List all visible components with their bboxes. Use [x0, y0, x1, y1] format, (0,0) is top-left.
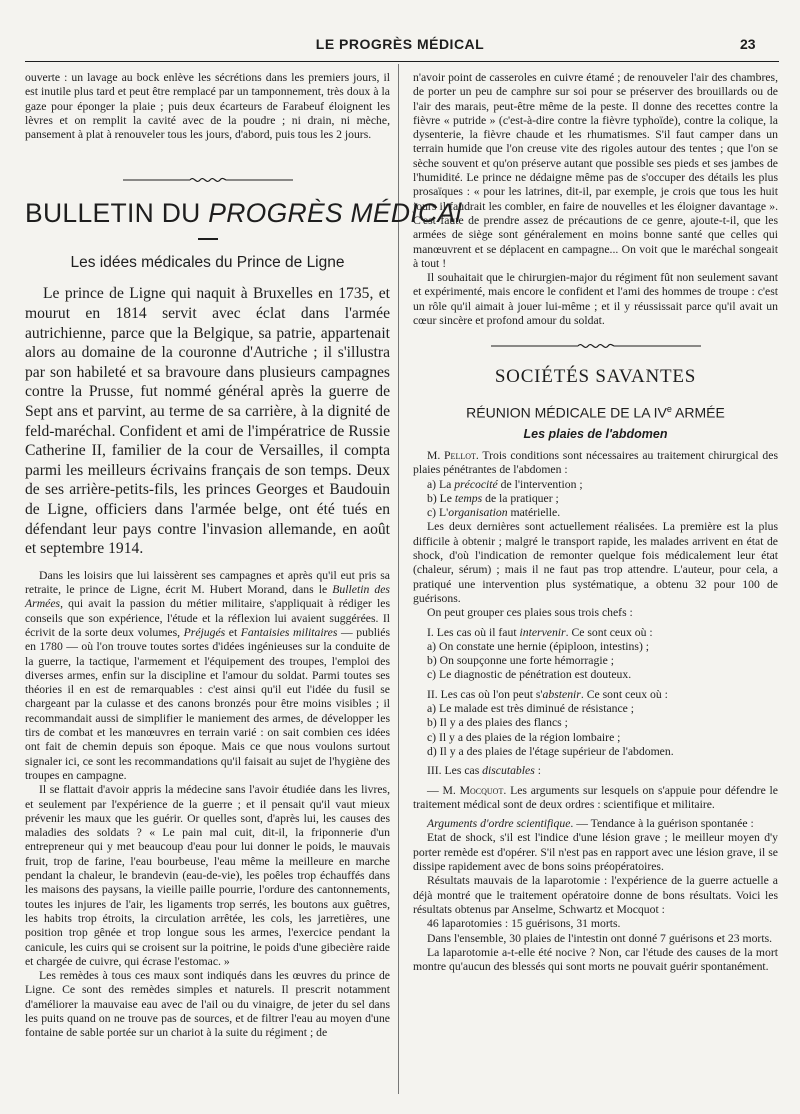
section-heading: SOCIÉTÉS SAVANTES: [494, 366, 697, 388]
bulletin-heading: [25, 198, 462, 229]
header-rule: [25, 61, 779, 62]
running-title: LE PROGRÈS MÉDICAL: [315, 36, 485, 52]
body-paragraph: M. Pellot. Trois conditions sont nécessaires au traitement chirurgical des plaies pénétrantes de l'abdomen :: [413, 449, 778, 477]
short-rule: [198, 238, 218, 240]
list-item: c) Il y a des plaies de la région lombaire ;: [427, 730, 621, 744]
body-paragraph: Etat de shock, s'il est l'indice d'une lésion grave ; le meilleur moyen d'y porter remède est d'opérer. S'il n'est pas en rapport avec une lésion grave, il se dissipe rapidement avec de bons soins préopératoires.: [413, 831, 778, 874]
list-item: a) On constate une hernie (épiploon, intestins) ;: [427, 639, 649, 653]
list-item: b) Il y a des plaies des flancs ;: [427, 716, 568, 730]
group-heading: III. Les cas discutables :: [427, 764, 541, 778]
left-carryover-paragraph: ouverte : un lavage au bock enlève les sécrétions dans les premiers jours, il est inutile plus tard et peut être remplacé par un tamponnement, très doux à la gaze pour éponger la plaie ; puis deux écarteurs de Farabeuf éloignent les lèvres et on remplit la cavité avec de la poudre ; ni drain, ni mèche, pansement à plat à renouveler tous les jours, d'abord, puis tous les 2 jours.: [25, 71, 390, 142]
right-column: [413, 71, 778, 974]
fleuron-ornament: [486, 338, 706, 352]
group-heading: II. Les cas où l'on peut s'abstenir. Ce sont ceux où :: [427, 687, 668, 701]
list-item: b) Le temps de la pratiquer ;: [427, 491, 559, 505]
right-carryover-paragraph: n'avoir point de casseroles en cuivre étamé ; de renouveler l'air des chambres, de porter un peu de camphre sur soi pour se préserver des brouillards ou de l'air des marais, peut-être même de la peste. Il donne des recettes contre la fièvre « putride » (c'est-à-dire contre la fièvre typhoïde), contre la colique, la dysenterie, la fièvre chaude et les rhumatismes. S'il faut camper dans un terrain humide que l'on creuse vite des rigoles autour des tentes ; que l'on se sèche souvent et qu'on préserve autant que possible ses pieds et ses jambes de l'humidité. Le prince ne dédaigne même pas de s'occuper des détails les plus prosaïques : « pour les latrines, dit-il, par exemple, je crois que tous les huit jours il faudrait les combler, en faire de nouvelles et les éloigner davantage ». C'est faute de prendre assez de précautions de ce genre, ajoute-t-il, que les armées de siège sont généralement en moins bonne santé que celles qui manœuvrent et se déplacent en campagne... On voit que le maréchal songeait à tout !: [413, 71, 778, 270]
body-paragraph: 46 laparotomies : 15 guérisons, 31 morts.: [427, 917, 621, 931]
body-paragraph: La laparotomie a-t-elle été nocive ? Non, car l'étude des causes de la mort montre qu'aucun des blessés qui sont morts ne pouvait guérir spontanément.: [413, 945, 778, 974]
bulletin-heading-italic: PROGRÈS MÉDICAl: [208, 198, 462, 229]
body-paragraph: On peut grouper ces plaies sous trois chefs :: [427, 606, 633, 620]
subsection-heading: RÉUNION MÉDICALE DE LA IVe ARMÉE: [466, 404, 725, 421]
page-number: 23: [740, 36, 756, 52]
body-paragraph: Résultats mauvais de la laparotomie : l'expérience de la guerre actuelle a déjà montré que le traitement opératoire donne de bons résultats. Voici les résultats obtenus par Anselme, Schwartz et Mocquot :: [413, 874, 778, 916]
list-item: a) La précocité de l'intervention ;: [427, 477, 583, 491]
intro-paragraph: Le prince de Ligne qui naquit à Bruxelles en 1735, et mourut en 1814 servit avec éclat dans l'armée autrichienne, parce que la Belgique, sa patrie, appartenait alors au domaine de la couronne d'Autriche ; il s'illustra par son habileté et sa bravoure dans plusieurs campagnes contre la Prusse, fut nommé général après la guerre de Sept ans et parvint, au terme de sa carrière, à la dignité de feld-maréchal. Confident et ami de l'impératrice de Russie Catherine II, familier de la cour de Versailles, il compta parmi les meilleurs écrivains français de son temps. Deux de ses arrière-petits-fils, les princes Georges et Baudouin de Ligne, officiers dans l'armée belge, ont été tués en défendant leur pays contre l'invasion allemande, en août et septembre 1914.: [25, 285, 390, 558]
body-paragraph: — M. Mocquot. Les arguments sur lesquels on s'appuie pour défendre le traitement médical sont de deux ordres : scientifique et militaire.: [413, 783, 778, 811]
fleuron-ornament: [118, 172, 298, 186]
body-paragraph: Les deux dernières sont actuellement réalisées. La première est la plus difficile à obtenir ; malgré le transport rapide, les malades arrivent en état de shock, d'où l'indication de remonter quelque fois médicalement leur état (chaleur, sérum) ; mais il ne faut pas trop attendre. L'auteur, pour cela, a pratiqué une intervention plus systématique, a obtenu 32 pour 100 de guérisons.: [413, 520, 778, 605]
author-name: M. Mocquot: [442, 783, 504, 797]
author-name: M. Pellot: [427, 449, 476, 462]
body-paragraph: Il souhaitait que le chirurgien-major du régiment fût non seulement savant et expérimenté, mais encore le confident et l'ami des hommes de troupe : c'est un rôle qu'il aimait à jouer lui-même ; et il y réussissait parce qu'il avait un cœur sincère et profond amour du soldat.: [413, 271, 778, 328]
list-item: b) On soupçonne une forte hémorragie ;: [427, 654, 614, 668]
list-item: d) Il y a des plaies de l'étage supérieur de l'abdomen.: [427, 744, 674, 758]
body-paragraph: Dans les loisirs que lui laissèrent ses campagnes et après qu'il eut pris sa retraite, le prince de Ligne, écrit M. Hubert Morand, dans le Bulletin des Armées, qui avait la passion du métier militaire, s'appliquait à rédiger les conseils que son expérience, l'étude et la réflexion lui avaient suggérées. Il écrivit de la sorte deux volumes, Préjugés et Fantaisies militaires — publiés en 1780 — où l'on trouve toutes sortes d'idées ingénieuses sur la conduite de la guerre, la tactique, l'armement et l'équipement des troupes, l'emploi des diverses armes, enfin sur la discipline et l'amour du soldat. Parmi toutes ses théories il en est de remarquables : c'est ainsi qu'il eut l'idée du fusil se chargeant par la culasse et des canons bronzés pour être moins visibles ; il recommandait aussi de simplifier le maniement des armes, de développer les tirs de combat et les manœuvres en terrain varié : on sait combien ces idées ont fait de chemin depuis son époque. Mais ce que nous voulons surtout signaler ici, ce sont les recommandations qu'il faisait au sujet de l'hygiène des troupes en campagne.: [25, 568, 390, 782]
body-paragraph: Il se flattait d'avoir appris la médecine sans l'avoir étudiée dans les livres, et seulement par l'expérience de la guerre ; et il pensait qu'il vaut mieux prévenir les maux que les guérir. Or quelles sont, d'après lui, les causes des maladies des soldats ? « Le pain mal cuit, dit-il, la friponnerie d'un entrepreneur qui y met beaucoup d'eau pour lui donner le poids, le mauvais fruit, trop de farine, l'eau bourbeuse, l'eau même la meilleure en marche pendant la chaleur, le brandevin (eau-de-vie), les poêles trop échauffés dans les maisons des paysans, la vieille paille pourrie, l'ordure des cantonnements, toutes les injures de l'air, les ligaments trop serrés, les boutons aux guêtres, les habits trop étroits, la circulation arrêtée, les cols, les jarretières, une position trop gênée et trop longue sous les armes, l'exercice pendant la canicule, les cuirs qui se croisent sur la poitrine, le poids d'une gibecière raide et chargée de cuivre, qui écrase l'estomac. »: [25, 783, 390, 968]
body-paragraph: Les remèdes à tous ces maux sont indiqués dans les œuvres du prince de Ligne. Ce sont des remèdes simples et naturels. Il prescrit notamment d'améliorer la mauvaise eau avec de l'ail ou du vinaigre, de jeter du sel dans les puits quand on ne trouve pas de sources, et de filtrer l'eau au moyen d'une fontaine de sable portée sur un chariot à la suite du régiment ; de: [25, 969, 390, 1040]
group-heading: I. Les cas où il faut intervenir. Ce sont ceux où :: [427, 625, 653, 639]
article-title: Les idées médicales du Prince de Ligne: [70, 254, 345, 272]
list-item: a) Le malade est très diminué de résistance ;: [427, 702, 635, 716]
list-item: c) Le diagnostic de pénétration est douteux.: [427, 668, 632, 682]
topic-title: Les plaies de l'abdomen: [523, 427, 668, 441]
list-item: c) L'organisation matérielle.: [427, 506, 561, 520]
body-paragraph: Arguments d'ordre scientifique. — Tendance à la guérison spontanée :: [427, 817, 754, 831]
bulletin-heading-roman: BULLETIN DU: [25, 198, 209, 229]
body-paragraph: Dans l'ensemble, 30 plaies de l'intestin ont donné 7 guérisons et 23 morts.: [427, 931, 773, 945]
